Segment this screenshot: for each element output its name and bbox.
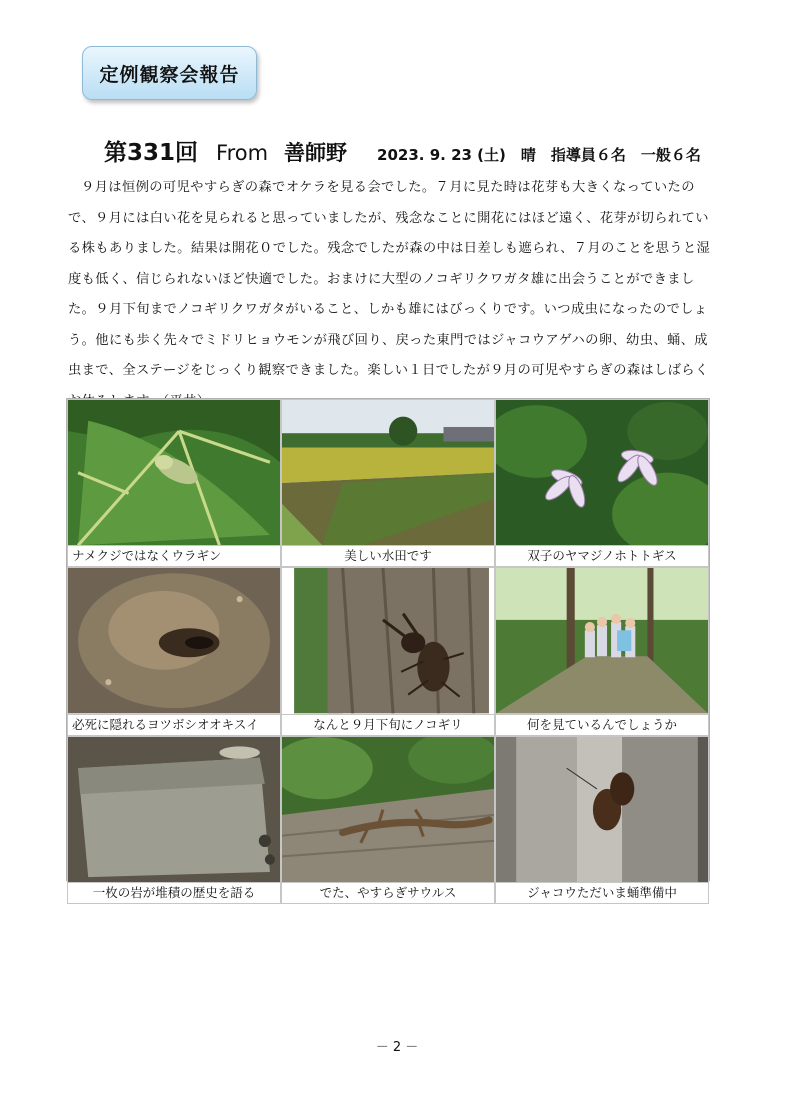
photo-cell bbox=[495, 567, 709, 735]
photo-cell bbox=[495, 736, 709, 904]
report-headline bbox=[104, 134, 744, 166]
photo-cell bbox=[67, 567, 281, 735]
photo-beetle-in-bark bbox=[68, 568, 280, 713]
session-number: 第331回 bbox=[104, 140, 199, 166]
photo-cell bbox=[495, 399, 709, 567]
photo-caption: なんと９月下旬にノコギリ bbox=[282, 714, 494, 735]
photo-pupa-on-post bbox=[496, 737, 708, 882]
photo-cell bbox=[281, 736, 495, 904]
photo-caption: ナメクジではなくウラギン bbox=[68, 545, 280, 566]
photo-caption: 双子のヤマジノホトトギス bbox=[496, 545, 708, 566]
photo-cell bbox=[281, 399, 495, 567]
photo-caption: 美しい水田です bbox=[282, 545, 494, 566]
photo-cell bbox=[67, 399, 281, 567]
photo-stone-slab bbox=[68, 737, 280, 882]
photo-caption: 一枚の岩が堆積の歴史を語る bbox=[68, 882, 280, 903]
section-title: 定例観察会報告 bbox=[99, 63, 240, 86]
photo-group-in-forest bbox=[496, 568, 708, 713]
photo-caption: 何を見ているんでしょうか bbox=[496, 714, 708, 735]
photo-caption: ジャコウただいま蛹準備中 bbox=[496, 882, 708, 903]
from-label: From bbox=[216, 141, 269, 165]
photo-caption: 必死に隠れるヨツボシオオキスイ bbox=[68, 714, 280, 735]
page-number: － 2 － bbox=[375, 1040, 419, 1055]
photo-cell bbox=[281, 567, 495, 735]
photo-caption: でた、やすらぎサウルス bbox=[282, 882, 494, 903]
photo-grid bbox=[66, 398, 710, 900]
photo-stag-beetle bbox=[282, 568, 494, 713]
photo-lizard-on-rail bbox=[282, 737, 494, 882]
photo-cell bbox=[67, 736, 281, 904]
photo-rice-paddy bbox=[282, 400, 494, 545]
report-body: ９月は恒例の可児やすらぎの森でオケラを見る会でした。７月に見た時は花芽も大きくなっていたので、９月には白い花を見られると思っていましたが、残念なことに開花にはほど遠く、花芽が切られている株もありました。結果は開花０でした。残念でしたが森の中は日差しも遮られ、７月のことを思うと湿度も低く、信じられないほど快適でした。おまけに大型のノコギリクワガタ雄に出会うことができました。９月下旬までノコギリクワガタがいること、しかも雄にはびっくりです。いつ成虫になったのでしょう。他にも歩く先々でミドリヒョウモンが飛び回り、戻った東門ではジャコウアゲハの卵、幼虫、蛹、成虫まで、全ステージをじっくり観察できました。楽しい１日でしたが９月の可児やすらぎの森はしばらく bbox=[68, 180, 711, 378]
photo-caterpillar-on-leaf bbox=[68, 400, 280, 545]
session-meta: 2023. 9. 23 (土) 晴 指導員６名 一般６名 bbox=[377, 146, 701, 164]
location-name: 善師野 bbox=[284, 141, 348, 165]
photo-toad-lily bbox=[496, 400, 708, 545]
section-title-badge bbox=[82, 46, 257, 100]
